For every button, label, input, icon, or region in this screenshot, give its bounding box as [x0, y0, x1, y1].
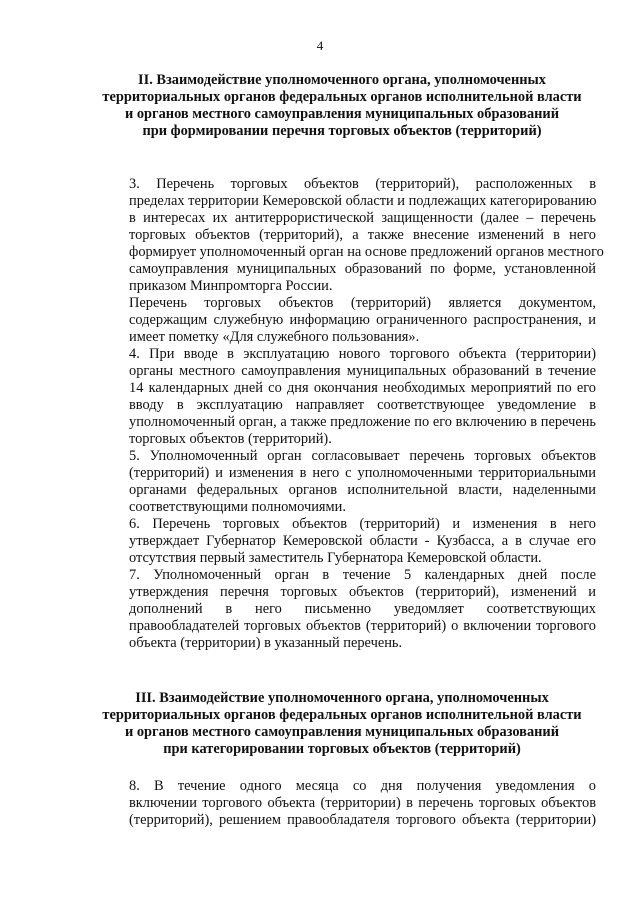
text-line: 8. В течение одного месяца со дня получения уведомления о — [129, 778, 596, 794]
text-line: 3. Перечень торговых объектов (территорий), расположенных в — [129, 176, 596, 192]
heading-line: II. Взаимодействие уполномоченного органа, уполномоченных — [138, 72, 546, 88]
text-line: 7. Уполномоченный орган в течение 5 календарных дней после — [129, 567, 596, 583]
section-3-body — [88, 778, 596, 829]
text-line: 5. Уполномоченный орган согласовывает перечень торговых объектов — [129, 448, 596, 464]
paragraph-5 — [88, 448, 596, 516]
text-line: соответствующими полномочиями. — [129, 499, 346, 515]
section-2-body — [88, 176, 604, 652]
text-line: уполномоченный орган, а также предложение по его включению в перечень — [129, 414, 596, 430]
text-line: 14 календарных дней со дня окончания необходимых мероприятий по его — [129, 380, 596, 396]
heading-line: и органов местного самоуправления муниципальных образований — [124, 724, 560, 740]
section-3-heading — [88, 690, 596, 758]
heading-line: при формировании перечня торговых объектов (территорий) — [142, 123, 542, 139]
text-line: самоуправления муниципальных образований по форме, установленной — [129, 261, 596, 277]
heading-line: территориальных органов федеральных органов исполнительной власти — [102, 707, 582, 723]
text-line: Перечень торговых объектов (территорий) является документом, — [129, 295, 596, 311]
text-line: утверждения перечня торговых объектов (территорий), изменений и — [129, 584, 596, 600]
text-line: торговых объектов (территорий), а также внесение изменений в него — [129, 227, 596, 243]
text-line: объекта (территории) в указанный перечень. — [129, 635, 403, 651]
text-line: органы местного самоуправления муниципальных образований в течение — [129, 363, 596, 379]
text-line: в интересах их антитеррористической защищенности (далее – перечень — [129, 210, 596, 226]
text-line: формирует уполномоченный орган на основе предложений органов местного — [129, 244, 604, 260]
paragraph-6 — [88, 516, 596, 567]
heading-line: при категорировании торговых объектов (территорий) — [163, 741, 521, 757]
text-line: (территорий), решением правообладателя торгового объекта (территории) — [129, 812, 596, 828]
page-number: 4 — [316, 38, 324, 53]
paragraph-3-continued — [88, 295, 596, 346]
text-line: приказом Минпромторга России. — [129, 278, 333, 294]
text-line: торговых объектов (территорий). — [129, 431, 332, 447]
text-line: пределах территории Кемеровской области и подлежащих категорированию — [129, 193, 597, 209]
heading-line: III. Взаимодействие уполномоченного органа, уполномоченных — [135, 690, 549, 706]
text-line: имеет пометку «Для служебного пользования». — [129, 329, 420, 345]
paragraph-4 — [88, 346, 596, 448]
text-line: 4. При вводе в эксплуатацию нового торгового объекта (территории) — [129, 346, 596, 362]
text-line: отсутствия первый заместитель Губернатора Кемеровской области. — [129, 550, 542, 566]
text-line: дополнений в него письменно уведомляет соответствующих — [129, 601, 596, 617]
text-line: (территорий) и изменения в него с уполномоченными территориальными — [129, 465, 596, 481]
paragraph-7 — [88, 567, 596, 652]
text-line: содержащим служебную информацию ограниченного распространения, и — [129, 312, 596, 328]
section-2-heading — [88, 72, 596, 140]
paragraph-3 — [88, 176, 604, 295]
paragraph-8 — [88, 778, 596, 829]
text-line: 6. Перечень торговых объектов (территорий) и изменения в него — [129, 516, 596, 532]
heading-line: и органов местного самоуправления муниципальных образований — [124, 106, 560, 122]
text-line: утверждает Губернатор Кемеровской области - Кузбасса, а в случае его — [129, 533, 596, 549]
text-line: включении торгового объекта (территории) в перечень торговых объектов — [129, 795, 596, 811]
heading-line: территориальных органов федеральных органов исполнительной власти — [102, 89, 582, 105]
text-line: правообладателей торговых объектов (территорий) о включении торгового — [129, 618, 596, 634]
text-line: вводу в эксплуатацию направляет соответствующее уведомление в — [129, 397, 596, 413]
text-line: органами федеральных органов исполнительной власти, наделенными — [129, 482, 596, 498]
